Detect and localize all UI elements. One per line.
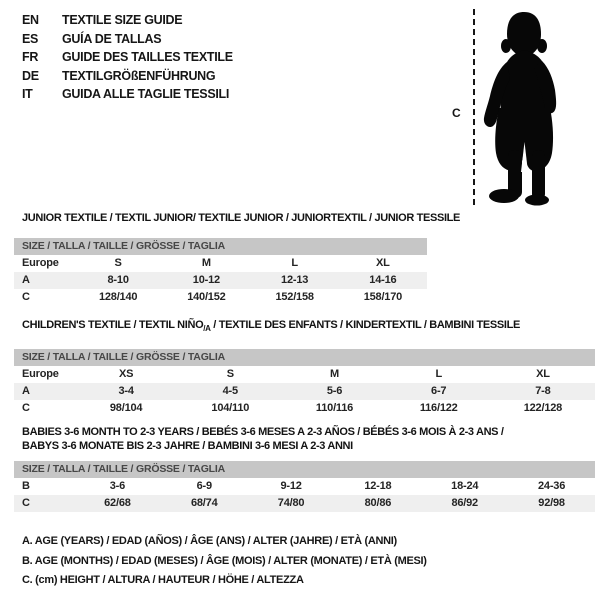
- table-row: [14, 383, 595, 400]
- table-row: [14, 272, 427, 289]
- height-cell: 128/140: [98, 291, 138, 303]
- title-subscript: /A: [203, 324, 211, 334]
- row-label: A: [22, 385, 30, 398]
- childrens-textile-section: [22, 318, 595, 417]
- age-cell: 14-16: [369, 274, 397, 286]
- language-guide-title: GUIDA ALLE TAGLIE TESSILI: [62, 87, 230, 101]
- size-cell: S: [114, 257, 122, 269]
- title-part: CHILDREN'S TEXTILE / TEXTIL NIÑO: [22, 319, 204, 331]
- size-cell: S: [226, 368, 234, 381]
- height-measure-label: C: [452, 106, 461, 120]
- size-cell: L: [291, 257, 298, 269]
- age-cell: 6-7: [431, 385, 447, 398]
- age-cell: 3-6: [109, 480, 126, 492]
- language-guide-list: [22, 11, 233, 104]
- babies-title-line2: BABYS 3-6 MONATE BIS 2-3 JAHRE / BAMBINI 3-6 MESI A 2-3 ANNI: [22, 440, 353, 452]
- row-label: C: [22, 497, 30, 509]
- table-row: [14, 255, 427, 272]
- age-cell: 5-6: [326, 385, 343, 398]
- legend-notes: [22, 532, 427, 591]
- height-cell: 74/80: [277, 497, 305, 509]
- size-header-bar: SIZE / TALLA / TAILLE / GRÖSSE / TAGLIA: [14, 461, 595, 478]
- table-row: [14, 495, 595, 512]
- age-cell: 9-12: [280, 480, 302, 492]
- height-cell: 158/170: [363, 291, 403, 303]
- babies-size-table: [14, 461, 595, 512]
- size-cell: M: [330, 368, 339, 381]
- height-cell: 110/116: [315, 402, 354, 415]
- toddler-silhouette-icon: [482, 8, 570, 206]
- language-code: EN: [22, 13, 39, 27]
- height-measure-dashed-line: [473, 9, 475, 205]
- age-cell: 6-9: [196, 480, 212, 492]
- height-cell: 122/128: [523, 402, 563, 415]
- language-guide-title: TEXTILE SIZE GUIDE: [62, 13, 183, 27]
- language-guide-title: TEXTILGRÖßENFÜHRUNG: [62, 68, 216, 83]
- age-cell: 8-10: [107, 274, 129, 286]
- age-cell: 12-13: [281, 274, 309, 286]
- language-row: [22, 11, 233, 30]
- language-row: [22, 67, 233, 86]
- row-label: C: [22, 402, 30, 415]
- height-cell: 98/104: [109, 402, 143, 415]
- row-label: B: [22, 480, 30, 492]
- childrens-table-title: [22, 318, 595, 336]
- row-label: A: [22, 274, 30, 286]
- age-cell: 3-4: [118, 385, 134, 398]
- size-cell: M: [201, 257, 211, 269]
- childrens-size-table: [14, 349, 595, 417]
- height-cell: 80/86: [364, 497, 392, 509]
- language-guide-title: GUIDE DES TAILLES TEXTILE: [62, 50, 233, 64]
- age-cell: 4-5: [222, 385, 238, 398]
- height-cell: 92/98: [538, 497, 565, 509]
- size-cell: XL: [376, 257, 390, 269]
- junior-size-table: [14, 238, 427, 306]
- note-height-cm: C. (cm) HEIGHT / ALTURA / HAUTEUR / HÖHE / ALTEZZA: [22, 574, 304, 586]
- title-part: / TEXTILE DES ENFANTS / KINDERTEXTIL / BAMBINI TESSILE: [210, 319, 520, 331]
- size-header-bar: SIZE / TALLA / TAILLE / GRÖSSE / TAGLIA: [14, 349, 595, 366]
- row-label: Europe: [22, 368, 59, 381]
- age-cell: 18-24: [451, 480, 479, 492]
- age-cell: 24-36: [537, 480, 566, 492]
- size-cell: XL: [536, 368, 550, 381]
- junior-textile-section: [22, 211, 460, 306]
- language-code: IT: [22, 87, 33, 101]
- table-row: [14, 400, 595, 417]
- age-cell: 10-12: [192, 274, 220, 286]
- language-code: FR: [22, 50, 39, 64]
- height-cell: 62/68: [104, 497, 131, 509]
- size-cell: XS: [118, 368, 134, 381]
- language-code: DE: [22, 68, 39, 83]
- height-cell: 140/152: [187, 291, 226, 303]
- language-code: ES: [22, 31, 39, 46]
- note-age-months: B. AGE (MONTHS) / EDAD (MESES) / ÂGE (MOIS) / ALTER (MONATE) / ETÀ (MESI): [22, 554, 427, 567]
- size-cell: L: [435, 368, 442, 381]
- language-row: [22, 85, 233, 104]
- junior-table-title: JUNIOR TEXTILE / TEXTIL JUNIOR/ TEXTILE JUNIOR / JUNIORTEXTIL / JUNIOR TESSILE: [22, 212, 461, 224]
- row-label: C: [22, 291, 30, 303]
- age-cell: 12-18: [364, 480, 392, 492]
- height-cell: 116/122: [419, 402, 458, 415]
- height-cell: 86/92: [451, 497, 478, 509]
- height-cell: 152/158: [275, 291, 314, 303]
- language-guide-title: GUÍA DE TALLAS: [62, 31, 162, 46]
- language-row: [22, 30, 233, 49]
- age-cell: 7-8: [535, 385, 551, 398]
- babies-textile-section: [22, 425, 595, 512]
- table-row: [14, 289, 427, 306]
- table-row: [14, 478, 595, 495]
- note-age-years: A. AGE (YEARS) / EDAD (AÑOS) / ÂGE (ANS) / ALTER (JAHRE) / ETÀ (ANNI): [22, 535, 397, 547]
- language-row: [22, 48, 233, 67]
- height-cell: 68/74: [190, 497, 218, 509]
- row-label: Europe: [22, 257, 59, 269]
- height-cell: 104/110: [211, 402, 250, 415]
- babies-table-title: [22, 425, 595, 453]
- size-header-bar: SIZE / TALLA / TAILLE / GRÖSSE / TAGLIA: [14, 238, 427, 255]
- table-row: [14, 366, 595, 383]
- babies-title-line1: BABIES 3-6 MONTH TO 2-3 YEARS / BEBÉS 3-6 MESES A 2-3 AÑOS / BÉBÉS 3-6 MOIS À 2-3 ANS /: [22, 426, 504, 438]
